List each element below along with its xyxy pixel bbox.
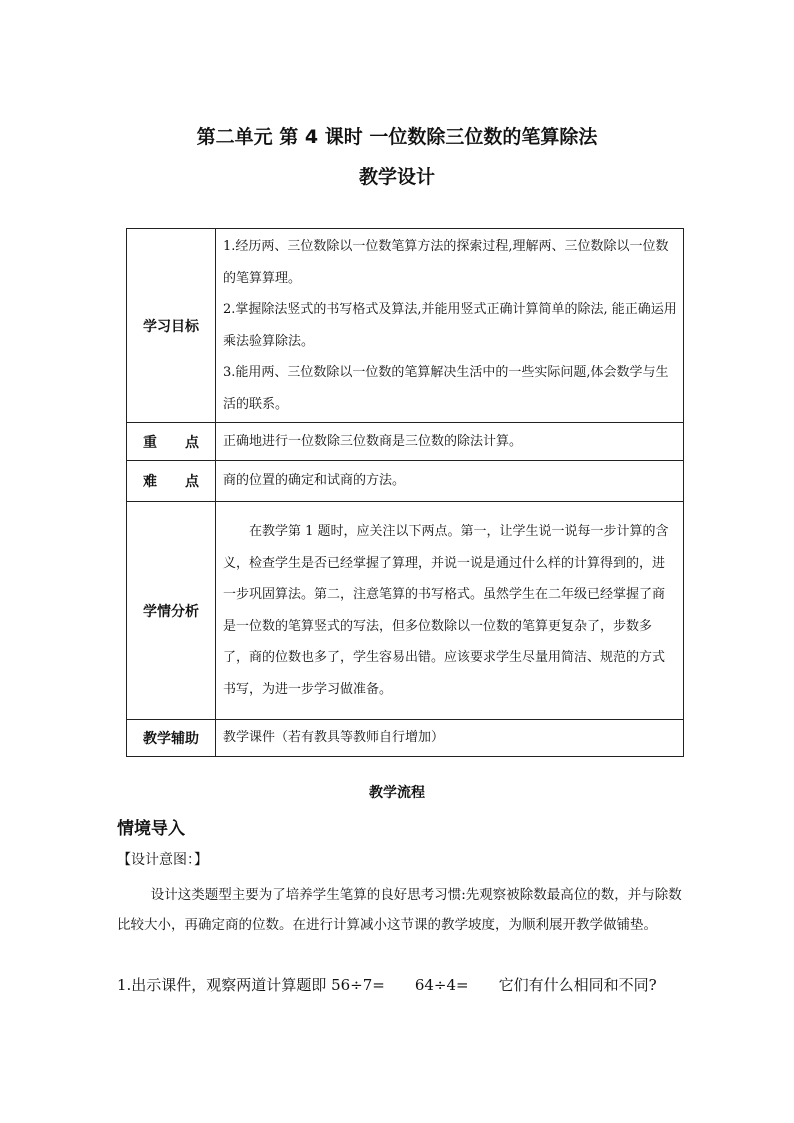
goals-row	[127, 229, 684, 423]
aids-row	[127, 720, 684, 757]
key-label: 重 点	[127, 423, 216, 461]
goal-item: 2.掌握除法竖式的书写格式及算法,并能用竖式正确计算简单的除法, 能正确运用乘法验算除法。	[223, 302, 677, 349]
goals-label: 学习目标	[127, 229, 216, 423]
page-subtitle: 教学设计	[358, 166, 435, 188]
analysis-content: 在教学第 1 题时，应关注以下两点。第一，让学生说一说每一步计算的含义，检查学生是否已经掌握了算理，并说一说是通过什么样的计算得到的，进一步巩固算法。第二，注意笔算的书写格式。虽然学生在二年级已经掌握了商是一位数的笔算竖式的写法，但多位数除以一位数的笔算更复杂了，步数多了，商的位数也多了，学生容易出错。应该要求学生尽量用简洁、规范的方式书写，为进一步学习做准备。	[216, 502, 684, 720]
flow-title: 教学流程	[369, 785, 425, 801]
key-row	[127, 423, 684, 461]
difficulty-content: 商的位置的确定和试商的方法。	[216, 461, 684, 502]
intent-text: 设计这类题型主要为了培养学生笔算的良好思考习惯:先观察被除数最高位的数，并与除数比较大小，再确定商的位数。在进行计算减小这节课的教学坡度，为顺利展开教学做铺垫。	[117, 887, 682, 933]
goal-item: 1.经历两、三位数除以一位数笔算方法的探索过程,理解两、三位数除以一位数的笔算算理。	[223, 239, 669, 286]
lesson-plan-table	[126, 228, 684, 757]
page-title: 第二单元 第 4 课时 一位数除三位数的笔算除法	[196, 126, 598, 148]
key-content: 正确地进行一位数除三位数商是三位数的除法计算。	[216, 423, 684, 461]
goal-item: 3.能用两、三位数除以一位数的笔算解决生活中的一些实际问题,体会数学与生活的联系。	[223, 365, 669, 412]
analysis-label: 学情分析	[127, 502, 216, 720]
analysis-row	[127, 502, 684, 720]
question-1: 1.出示课件，观察两道计算题即 56÷7= 64÷4= 它们有什么相同和不同?	[117, 976, 657, 994]
aids-content: 教学课件（若有教具等教师自行增加）	[216, 720, 684, 757]
difficulty-row	[127, 461, 684, 502]
aids-label: 教学辅助	[127, 720, 216, 757]
goals-content	[216, 229, 684, 423]
section-title: 情境导入	[117, 819, 185, 839]
intent-label: 【设计意图：】	[117, 852, 208, 868]
difficulty-label: 难 点	[127, 461, 216, 502]
